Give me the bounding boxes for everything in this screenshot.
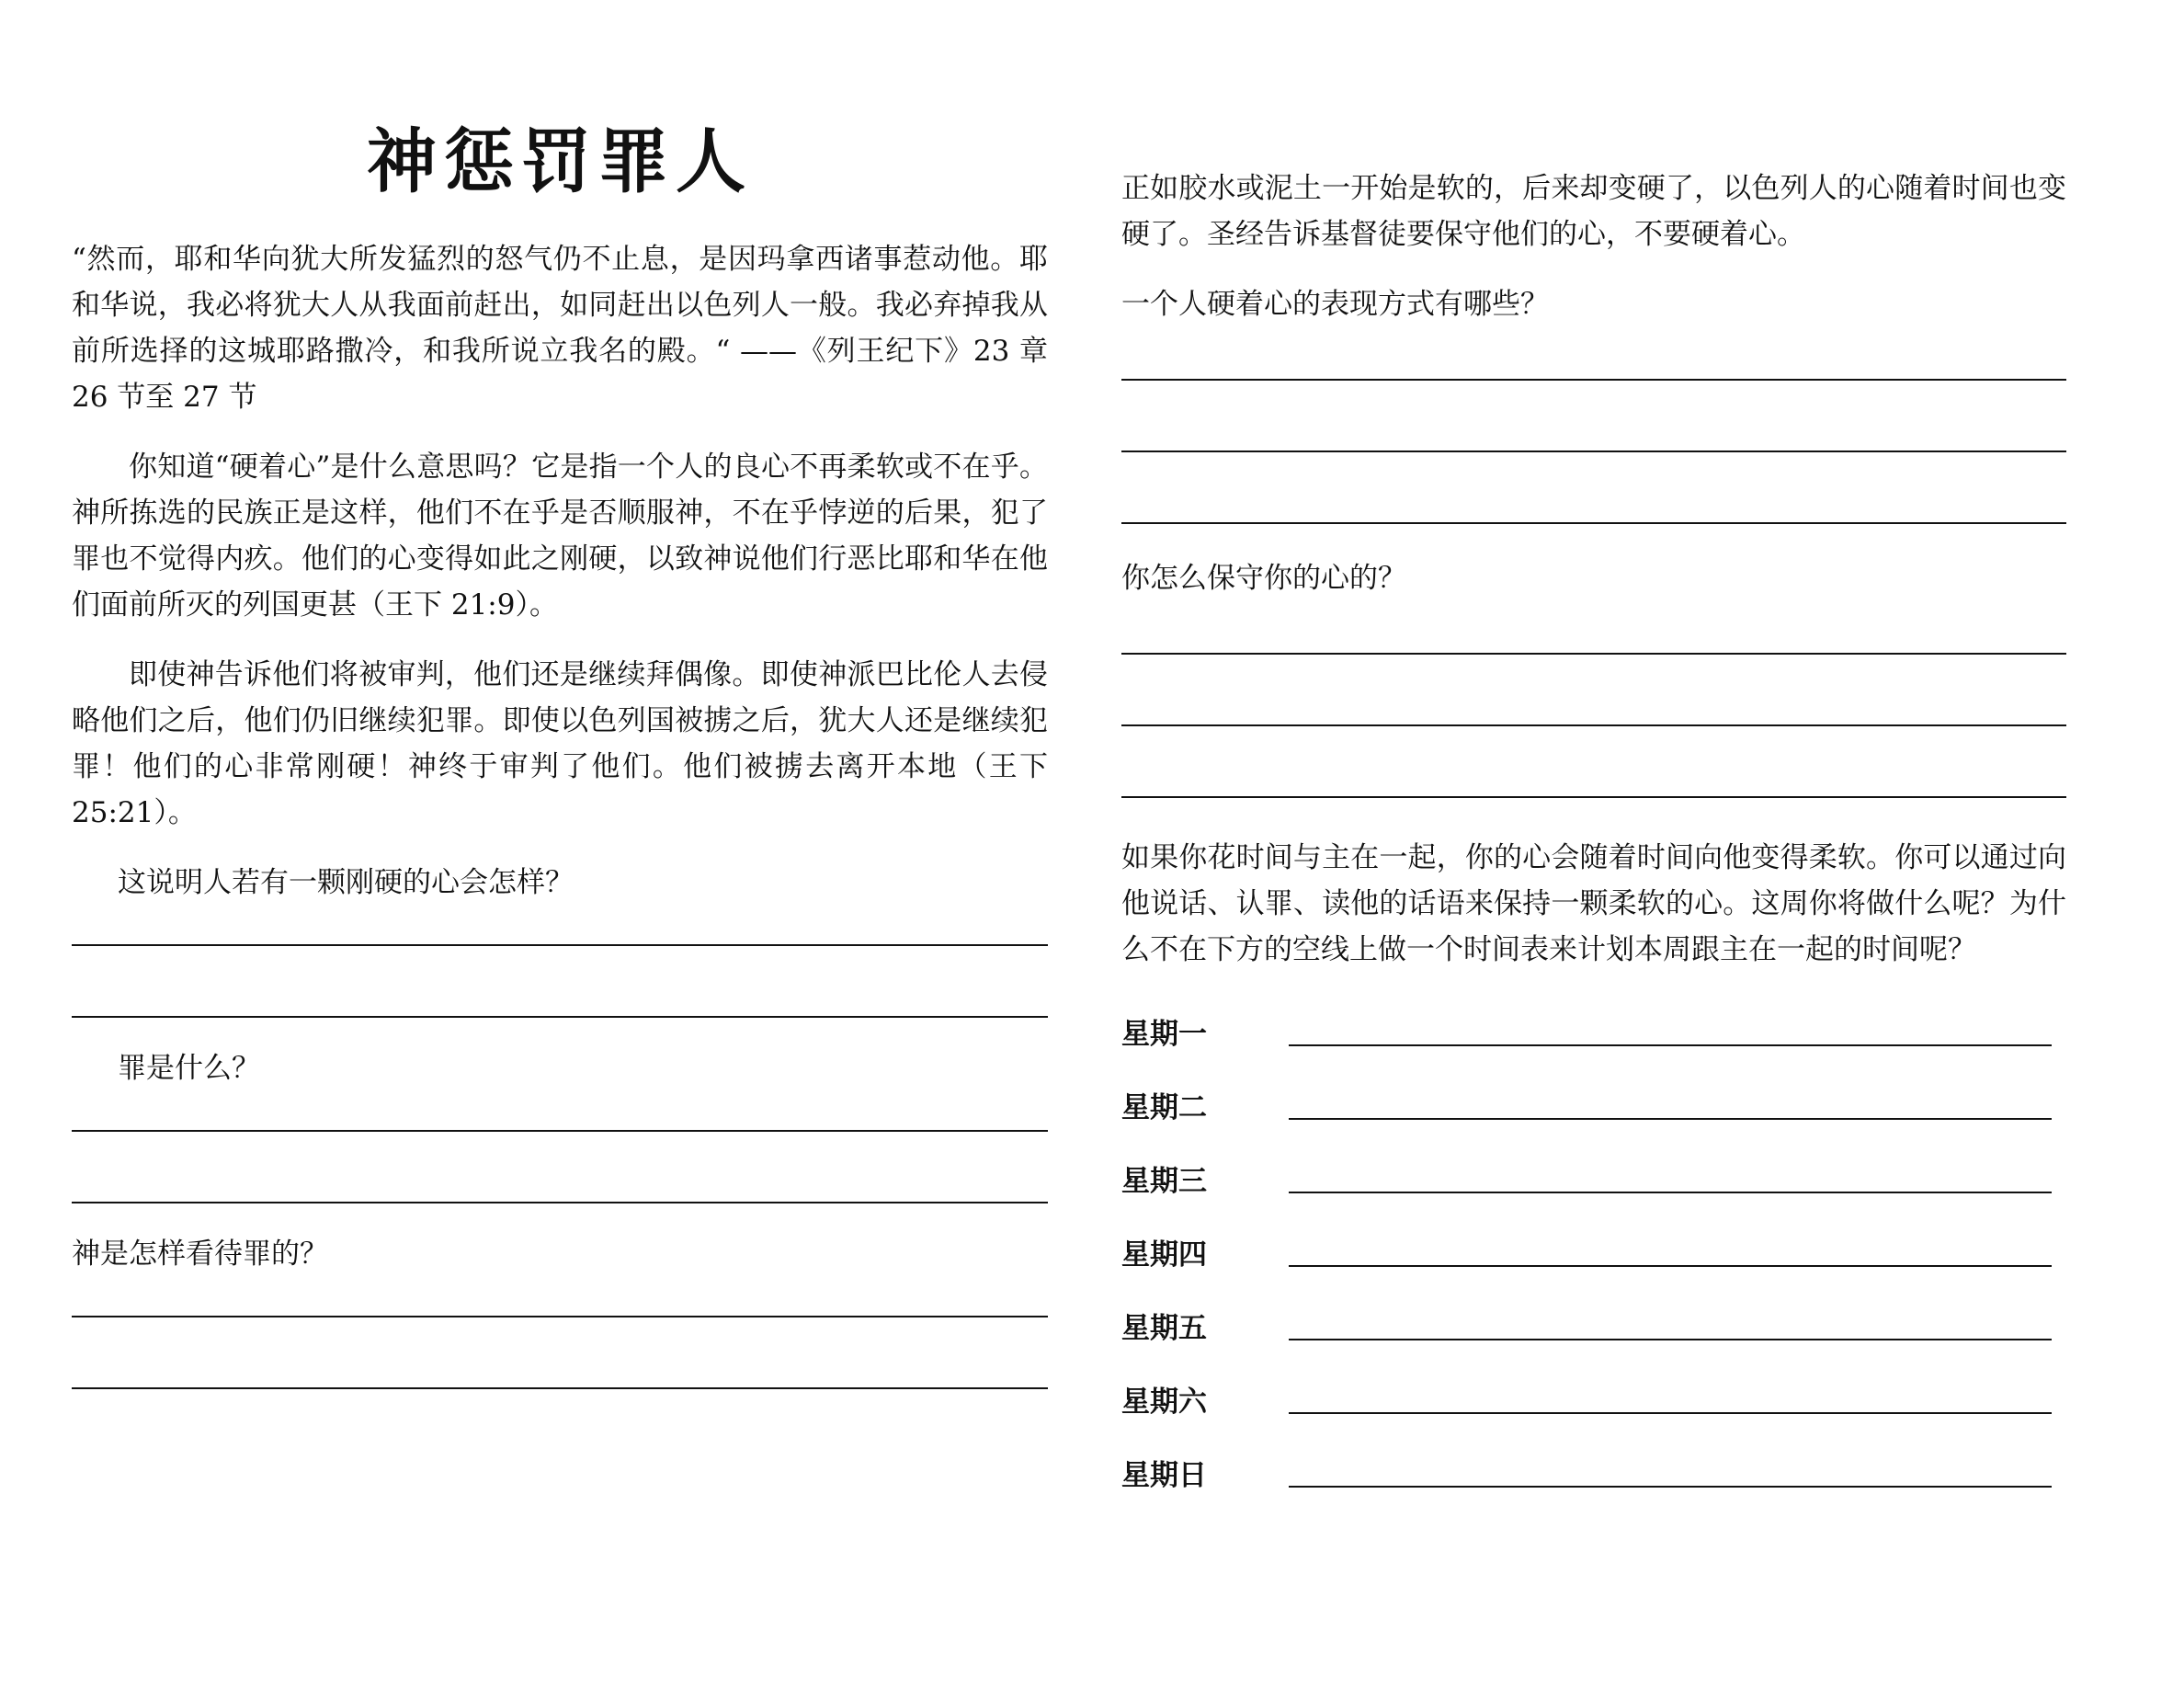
left-column [72,120,1048,1389]
question-guard-heart: 你怎么保守你的心的？ [1121,562,1406,595]
answer-line[interactable] [72,1387,1048,1389]
day-row [1121,1420,2066,1493]
answer-line[interactable] [72,1316,1048,1317]
day-row [1121,1125,2066,1199]
question-what-is-sin: 罪是什么？ [118,1052,260,1086]
schedule-line[interactable] [1289,1339,2052,1340]
day-label: 星期一 [1121,1018,1207,1051]
schedule-line[interactable] [1289,1412,2052,1414]
question-hard-heart-signs: 一个人硬着心的表现方式有哪些？ [1121,288,1549,321]
schedule-line[interactable] [1289,1265,2052,1267]
day-row [1121,978,2066,1052]
answer-line[interactable] [72,1016,1048,1018]
schedule-line[interactable] [1289,1192,2052,1193]
answer-line[interactable] [1121,724,2066,726]
paragraph-intro: 正如胶水或泥土一开始是软的，后来却变硬了，以色列人的心随着时间也变硬了。圣经告诉基督徒要保守他们的心，不要硬着心。 [1121,172,2066,251]
day-label: 星期二 [1121,1091,1207,1124]
day-row [1121,1199,2066,1272]
answer-line[interactable] [1121,796,2066,798]
day-row [1121,1346,2066,1420]
paragraph-hard-heart: 你知道“硬着心”是什么意思吗？它是指一个人的良心不再柔软或不在乎。神所拣选的民族正是这样，他们不在乎是否顺服神，不在乎悖逆的后果，犯了罪也不觉得内疚。他们的心变得如此之刚硬，以致神说他们行恶比耶和华在他们面前所灭的列国更甚（王下 21:9）。 [72,451,1048,622]
answer-line[interactable] [1121,451,2066,452]
day-row [1121,1272,2066,1346]
schedule-line[interactable] [1289,1044,2052,1046]
scripture-quote: “然而，耶和华向犹大所发猛烈的怒气仍不止息，是因玛拿西诸事惹动他。耶和华说，我必将犹大人从我面前赶出，如同赶出以色列人一般。我必弃掉我从前所选择的这城耶路撒冷，和我所说立我名的殿。“ ——《列王纪下》23 章 26 节至 27 节 [72,243,1048,415]
day-label: 星期三 [1121,1165,1207,1198]
page-title: 神惩罚罪人 [367,120,753,202]
day-label: 星期六 [1121,1386,1207,1419]
answer-line[interactable] [72,1202,1048,1203]
day-label: 星期日 [1121,1459,1207,1492]
schedule-line[interactable] [1289,1486,2052,1488]
paragraph-schedule: 如果你花时间与主在一起，你的心会随着时间向他变得柔软。你可以通过向他说话、认罪、读他的话语来保持一颗柔软的心。这周你将做什么呢？为什么不在下方的空线上做一个时间表来计划本周跟主在一起的时间呢？ [1121,841,2066,966]
schedule-line[interactable] [1289,1118,2052,1120]
answer-line[interactable] [72,1130,1048,1132]
day-label: 星期五 [1121,1312,1207,1345]
weekly-schedule [1121,978,2066,1493]
right-column [1121,165,2066,1493]
day-row [1121,1052,2066,1125]
question-hard-heart-result: 这说明人若有一颗刚硬的心会怎样？ [118,866,574,900]
question-god-view-of-sin: 神是怎样看待罪的？ [72,1237,328,1272]
answer-line[interactable] [72,944,1048,946]
day-label: 星期四 [1121,1238,1207,1272]
answer-line[interactable] [1121,522,2066,524]
answer-line[interactable] [1121,379,2066,381]
paragraph-judgment: 即使神告诉他们将被审判，他们还是继续拜偶像。即使神派巴比伦人去侵略他们之后，他们仍旧继续犯罪。即使以色列国被掳之后，犹大人还是继续犯罪！他们的心非常刚硬！神终于审判了他们。他们被掳去离开本地（王下 25:21）。 [72,658,1048,830]
answer-line[interactable] [1121,653,2066,655]
